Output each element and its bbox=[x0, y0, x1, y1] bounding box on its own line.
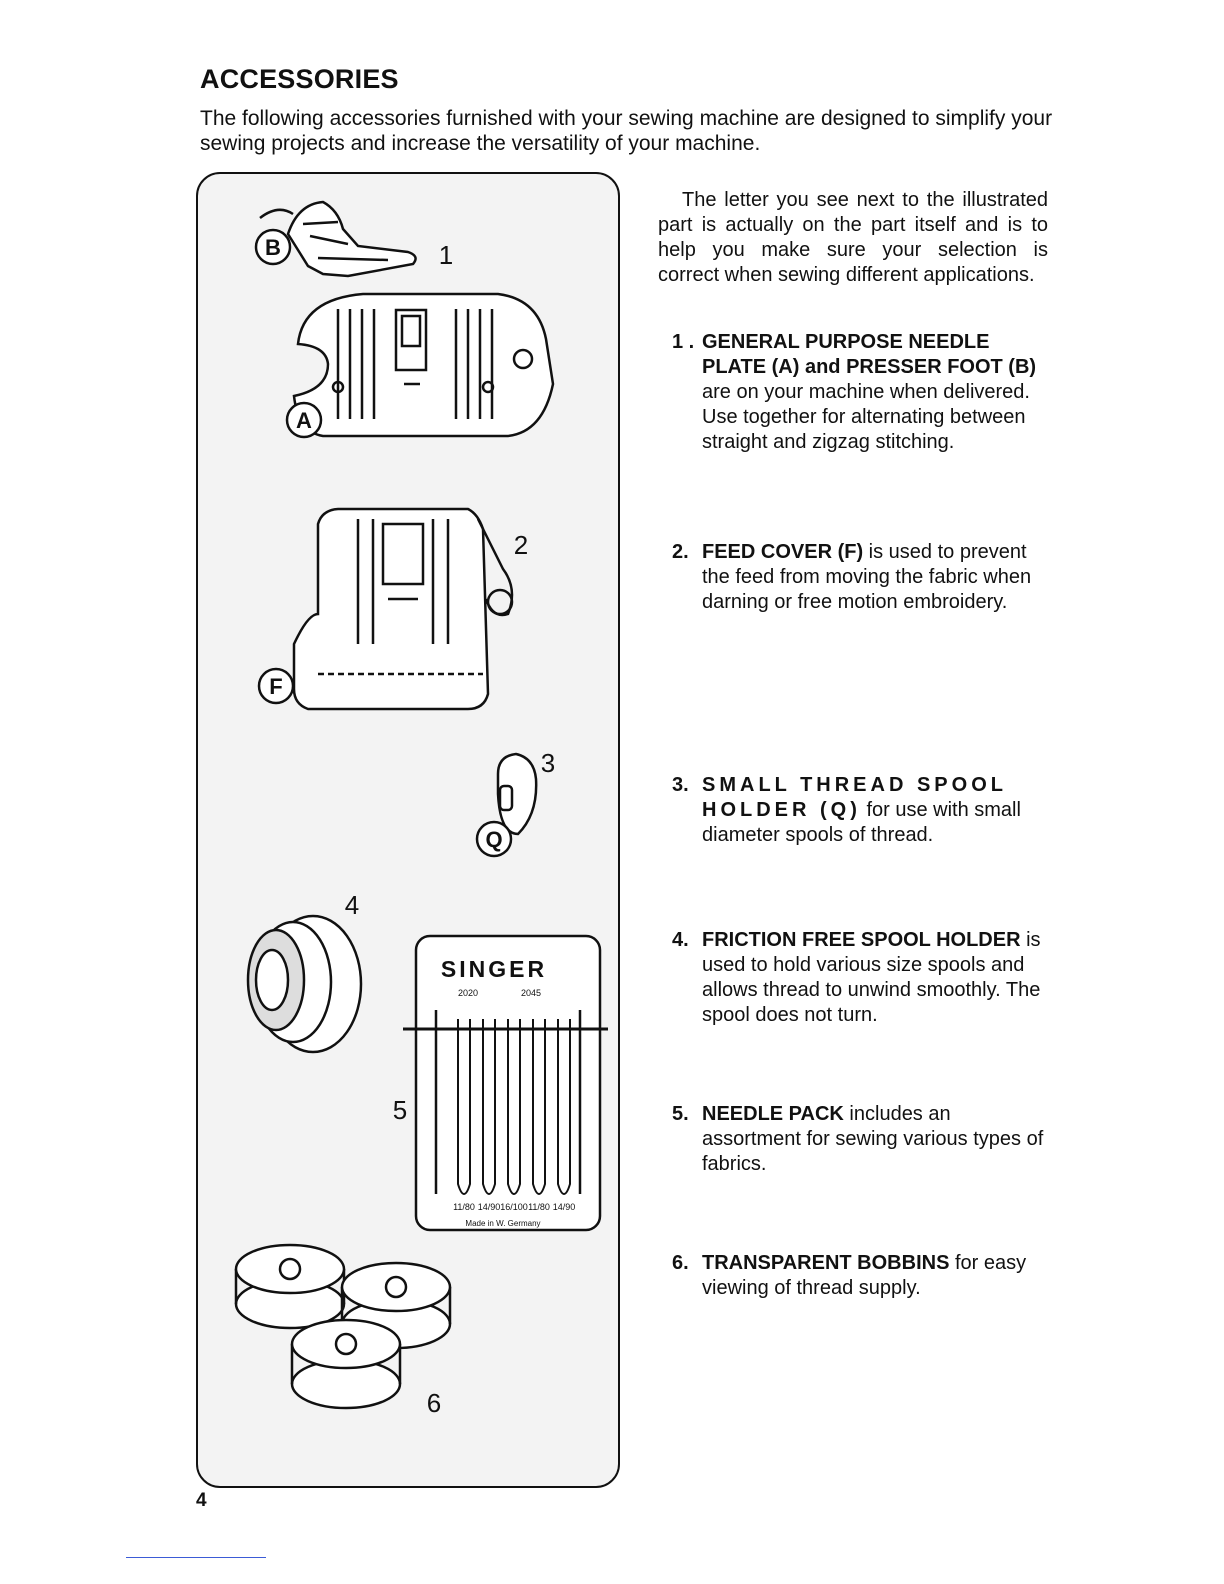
friction-spool-holder-drawing bbox=[248, 890, 361, 1052]
number-4: 4 bbox=[344, 890, 360, 920]
item-text: for easy viewing of thread supply. bbox=[702, 1252, 1027, 1299]
feed-cover-drawing bbox=[259, 509, 528, 709]
letter-a: A bbox=[296, 408, 312, 433]
letter-f: F bbox=[269, 674, 283, 699]
item-text: is used to prevent the feed from moving the fabric when darning or free motion embroidery. bbox=[702, 541, 1032, 613]
needle-pack-code-1: 2020 bbox=[457, 988, 479, 998]
lead-paragraph: The letter you see next to the illustrated part is actually on the part itself and is to help you make sure your selection is correct when sewing different applications. bbox=[658, 189, 1048, 286]
page-title: ACCESSORIES bbox=[200, 64, 399, 94]
item-heading: SMALL THREAD SPOOL HOLDER (Q) bbox=[702, 774, 1007, 821]
item-number: 2. bbox=[672, 541, 689, 563]
needle-size-3: 16/100 bbox=[500, 1202, 528, 1212]
item-heading: GENERAL PURPOSE NEEDLE PLATE (A) and PRESSER FOOT (B) bbox=[702, 331, 1037, 378]
item-text: includes an assortment for sewing various types of fabrics. bbox=[702, 1103, 1044, 1175]
number-6: 6 bbox=[426, 1388, 442, 1418]
item-number: 1 . bbox=[672, 331, 695, 353]
item-text: is used to hold various size spools and allows thread to unwind smoothly. The spool does not turn. bbox=[702, 929, 1041, 1026]
number-5: 5 bbox=[392, 1095, 408, 1125]
needle-pack-origin: Made in W. Germany bbox=[465, 1219, 541, 1228]
item-heading: FEED COVER (F) bbox=[702, 541, 864, 563]
item-heading: FRICTION FREE SPOOL HOLDER bbox=[702, 929, 1021, 951]
item-6 bbox=[672, 1251, 1050, 1301]
needle-size-1: 11/80 bbox=[453, 1202, 475, 1212]
accessories-illustration bbox=[196, 172, 620, 1488]
item-number: 6. bbox=[672, 1252, 689, 1274]
item-number: 3. bbox=[672, 774, 689, 796]
item-2 bbox=[672, 540, 1050, 615]
needle-size-4: 11/80 bbox=[528, 1202, 550, 1212]
bobbins-drawing bbox=[236, 1245, 450, 1418]
needle-pack-code-2: 2045 bbox=[520, 988, 542, 998]
item-number: 5. bbox=[672, 1103, 689, 1125]
intro-paragraph: The following accessories furnished with your sewing machine are designed to simplify your sewing projects and increase the versatility of your machine. bbox=[200, 107, 1053, 155]
presser-foot-drawing bbox=[256, 202, 453, 276]
number-1: 1 bbox=[438, 240, 454, 270]
item-heading: NEEDLE PACK bbox=[702, 1103, 844, 1125]
needle-pack-brand: SINGER bbox=[440, 956, 548, 982]
needle-pack-drawing bbox=[393, 936, 608, 1230]
page-number: 4 bbox=[196, 1490, 207, 1511]
needle-size-5: 14/90 bbox=[552, 1202, 576, 1212]
item-4 bbox=[672, 928, 1050, 1028]
item-3 bbox=[672, 773, 1050, 848]
item-heading: TRANSPARENT BOBBINS bbox=[702, 1252, 950, 1274]
item-number: 4. bbox=[672, 929, 689, 951]
footer-rule bbox=[126, 1557, 266, 1558]
letter-q: Q bbox=[485, 827, 503, 852]
item-5 bbox=[672, 1102, 1050, 1177]
right-column bbox=[658, 188, 1048, 288]
item-text: for use with small diameter spools of thread. bbox=[702, 799, 1021, 846]
item-1 bbox=[672, 330, 1050, 455]
needle-plate-drawing bbox=[287, 294, 553, 437]
number-3: 3 bbox=[540, 748, 556, 778]
item-text: are on your machine when delivered. Use together for alternating between straight and zigzag stitching. bbox=[702, 381, 1030, 453]
needle-size-2: 14/90 bbox=[477, 1202, 501, 1212]
letter-b: B bbox=[265, 235, 281, 260]
number-2: 2 bbox=[513, 530, 529, 560]
small-spool-holder-drawing bbox=[477, 748, 555, 856]
